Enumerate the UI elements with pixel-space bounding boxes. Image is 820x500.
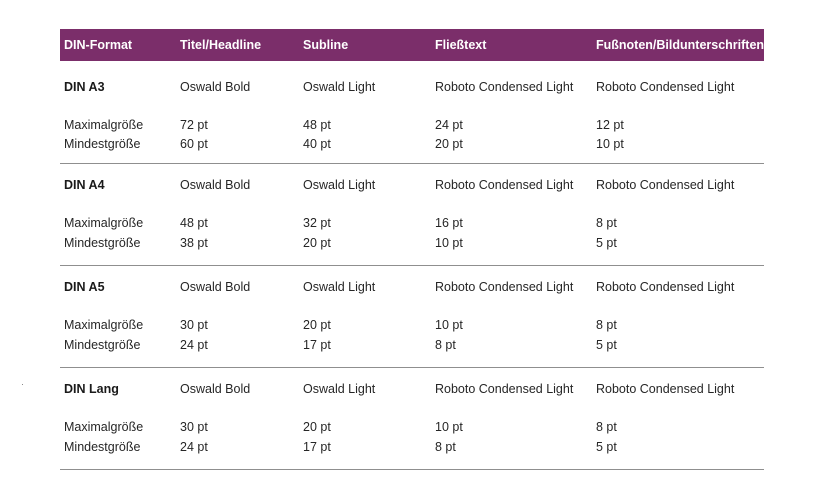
max-headline: 72 pt <box>180 118 208 132</box>
max-body: 16 pt <box>435 216 463 230</box>
min-headline: 24 pt <box>180 338 208 352</box>
min-footnote: 5 pt <box>596 236 617 250</box>
font-footnote: Roboto Condensed Light <box>596 382 735 396</box>
max-subline: 32 pt <box>303 216 331 230</box>
group-din-a5 <box>60 266 764 368</box>
max-headline: 30 pt <box>180 420 208 434</box>
format-name: DIN A5 <box>64 280 105 294</box>
max-headline: 30 pt <box>180 318 208 332</box>
max-footnote: 8 pt <box>596 420 617 434</box>
font-body: Roboto Condensed Light <box>435 178 574 192</box>
max-size-label: Maximalgröße <box>64 118 144 132</box>
max-size-label: Maximalgröße <box>64 216 144 230</box>
format-name: DIN A4 <box>64 178 105 192</box>
max-subline: 20 pt <box>303 318 331 332</box>
min-footnote: 10 pt <box>596 137 624 151</box>
max-body: 10 pt <box>435 420 463 434</box>
font-body: Roboto Condensed Light <box>435 280 574 294</box>
max-footnote: 12 pt <box>596 118 624 132</box>
min-subline: 20 pt <box>303 236 331 250</box>
font-headline: Oswald Bold <box>180 80 251 94</box>
group-din-lang <box>60 368 764 470</box>
font-subline: Oswald Light <box>303 280 376 294</box>
max-footnote: 8 pt <box>596 216 617 230</box>
min-size-label: Mindestgröße <box>64 236 141 250</box>
font-row <box>60 177 764 193</box>
max-size-row <box>60 215 764 231</box>
min-size-row <box>60 439 764 455</box>
min-body: 8 pt <box>435 338 456 352</box>
min-size-label: Mindestgröße <box>64 137 141 151</box>
min-size-row <box>60 337 764 353</box>
max-size-row <box>60 317 764 333</box>
font-headline: Oswald Bold <box>180 382 251 396</box>
min-size-label: Mindestgröße <box>64 338 141 352</box>
min-subline: 40 pt <box>303 137 331 151</box>
header-titel-headline: Titel/Headline <box>180 38 262 52</box>
font-headline: Oswald Bold <box>180 280 251 294</box>
max-headline: 48 pt <box>180 216 208 230</box>
max-subline: 48 pt <box>303 118 331 132</box>
font-footnote: Roboto Condensed Light <box>596 80 735 94</box>
max-size-label: Maximalgröße <box>64 318 144 332</box>
font-headline: Oswald Bold <box>180 178 251 192</box>
table-header <box>60 29 764 61</box>
header-din-format: DIN-Format <box>64 38 133 52</box>
min-footnote: 5 pt <box>596 440 617 454</box>
min-headline: 38 pt <box>180 236 208 250</box>
header-fussnoten: Fußnoten/Bildunterschriften <box>596 38 765 52</box>
max-body: 10 pt <box>435 318 463 332</box>
font-body: Roboto Condensed Light <box>435 382 574 396</box>
font-subline: Oswald Light <box>303 382 376 396</box>
max-size-label: Maximalgröße <box>64 420 144 434</box>
max-size-row <box>60 117 764 133</box>
format-name: DIN A3 <box>64 80 105 94</box>
max-size-row <box>60 419 764 435</box>
min-body: 8 pt <box>435 440 456 454</box>
font-subline: Oswald Light <box>303 178 376 192</box>
group-din-a3 <box>60 61 764 164</box>
typography-table <box>60 29 764 470</box>
font-row <box>60 79 764 95</box>
font-subline: Oswald Light <box>303 80 376 94</box>
min-size-row <box>60 136 764 152</box>
font-row <box>60 381 764 397</box>
min-body: 10 pt <box>435 236 463 250</box>
font-footnote: Roboto Condensed Light <box>596 178 735 192</box>
min-footnote: 5 pt <box>596 338 617 352</box>
header-fliesstext: Fließtext <box>435 38 487 52</box>
max-footnote: 8 pt <box>596 318 617 332</box>
font-footnote: Roboto Condensed Light <box>596 280 735 294</box>
min-headline: 60 pt <box>180 137 208 151</box>
max-subline: 20 pt <box>303 420 331 434</box>
min-size-row <box>60 235 764 251</box>
stray-dot <box>22 384 23 385</box>
max-body: 24 pt <box>435 118 463 132</box>
min-subline: 17 pt <box>303 338 331 352</box>
min-body: 20 pt <box>435 137 463 151</box>
min-size-label: Mindestgröße <box>64 440 141 454</box>
min-subline: 17 pt <box>303 440 331 454</box>
min-headline: 24 pt <box>180 440 208 454</box>
header-subline: Subline <box>303 38 349 52</box>
format-name: DIN Lang <box>64 382 119 396</box>
font-row <box>60 279 764 295</box>
group-din-a4 <box>60 164 764 266</box>
font-body: Roboto Condensed Light <box>435 80 574 94</box>
